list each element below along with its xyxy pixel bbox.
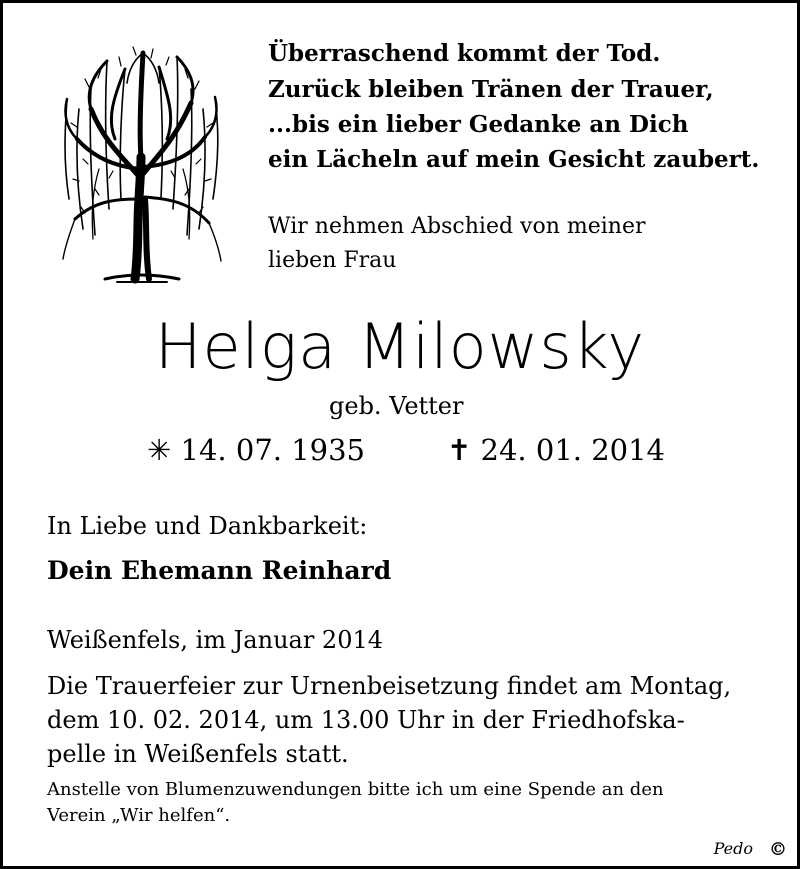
birth-star-icon: ✳ [147, 433, 172, 467]
poem-line: ...bis ein lieber Gedanke an Dich [268, 111, 689, 138]
death-cross-icon: ✝ [447, 433, 472, 467]
designer-credit: Pedo [713, 839, 753, 858]
dedication-intro: In Liebe und Dankbarkeit: [47, 512, 368, 540]
place-date: Weißenfels, im Januar 2014 [47, 626, 384, 654]
maiden-name: geb. Vetter [329, 392, 464, 420]
funeral-line: pelle in Weißenfels statt. [47, 740, 349, 768]
tree-icon [55, 39, 227, 285]
funeral-line: dem 10. 02. 2014, um 13.00 Uhr in der Friedhofska- [47, 706, 685, 734]
poem-line: Zurück bleiben Tränen der Trauer, [268, 76, 714, 103]
farewell-line: Wir nehmen Abschied von meiner [268, 214, 646, 239]
death-date-group [447, 430, 665, 470]
death-date: 24. 01. 2014 [480, 433, 666, 467]
funeral-line: Die Trauerfeier zur Urnenbeisetzung findet am Montag, [47, 672, 732, 700]
donation-line: Anstelle von Blumenzuwendungen bitte ich um eine Spende an den [47, 779, 664, 800]
birth-date: 14. 07. 1935 [180, 433, 366, 467]
deceased-name: Helga Milowsky [154, 310, 646, 383]
birth-date-group [147, 430, 365, 470]
copyright-icon: © [769, 839, 787, 860]
farewell-line: lieben Frau [268, 248, 397, 273]
dedication-signature: Dein Ehemann Reinhard [47, 556, 392, 585]
poem-line: Überraschend kommt der Tod. [268, 40, 661, 67]
donation-line: Verein „Wir helfen“. [47, 805, 231, 826]
poem-line: ein Lächeln auf mein Gesicht zaubert. [268, 146, 760, 173]
